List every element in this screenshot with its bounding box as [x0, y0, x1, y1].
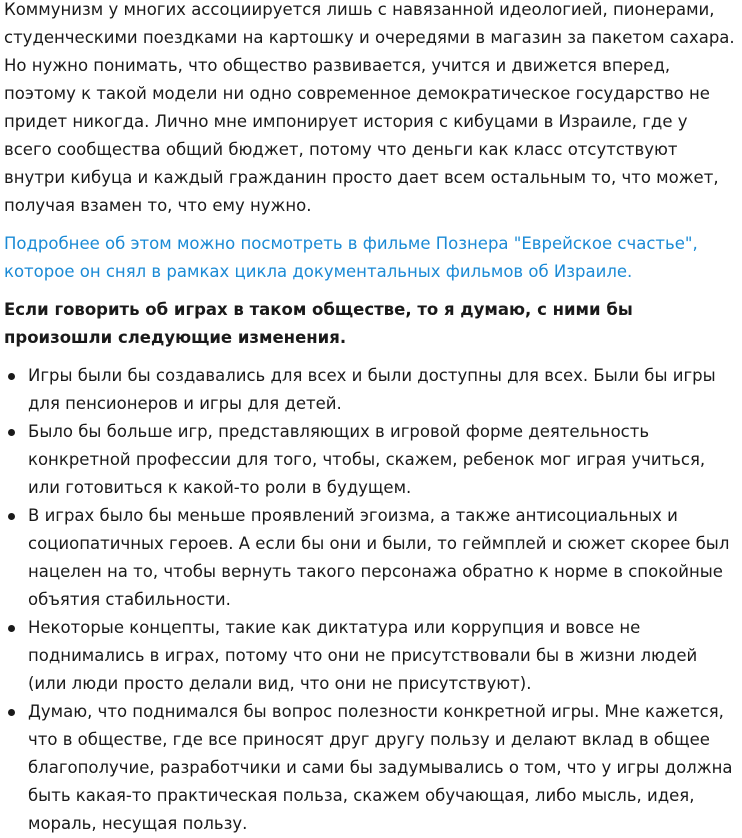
bullet-icon: [8, 373, 15, 380]
list-item-text: Было бы больше игр, представляющих в игровой форме деятельность конкретной профессии для того, чтобы, скажем, ребенок мог играя учиться, или готовиться к какой-то роли в будущем.: [28, 422, 706, 497]
list-item: [4, 614, 738, 698]
list-item-text: В играх было бы меньше проявлений эгоизма, а также антисоциальных и социопатичных героев. А если бы они и были, то геймплей и сюжет скорее был нацелен на то, чтобы вернуть такого персонажа обратно к норме в спокойные объятия стабильности.: [28, 506, 730, 609]
list-item-text: Некоторые концепты, такие как диктатура или коррупция и вовсе не поднимались в играх, потому что они не присутствовали бы в жизни людей (или люди просто делали вид, что они не присутствуют).: [28, 618, 698, 693]
film-reference-link[interactable]: Подробнее об этом можно посмотреть в фильме Познера "Еврейское счастье", которое он снял в рамках цикла документальных фильмов об Израиле.: [4, 234, 698, 281]
bullet-icon: [8, 513, 15, 520]
list-item: [4, 418, 738, 502]
section-heading: Если говорить об играх в таком обществе, то я думаю, с ними бы произошли следующие изменения.: [4, 300, 633, 347]
bullet-icon: [8, 709, 15, 716]
list-item-text: Игры были бы создавались для всех и были доступны для всех. Были бы игры для пенсионеров и игры для детей.: [28, 366, 716, 413]
changes-list: [4, 362, 738, 838]
bullet-icon: [8, 625, 15, 632]
bullet-icon: [8, 429, 15, 436]
intro-paragraph: Коммунизм у многих ассоциируется лишь с навязанной идеологией, пионерами, студенческими поездками на картошку и очередями в магазин за пакетом сахара. Но нужно понимать, что общество развивается, учится и движется вперед, поэтому к такой модели ни одно современное демократическое государство не придет никогда. Лично мне импонирует история с кибуцами в Израиле, где у всего сообщества общий бюджет, потому что деньги как класс отсутствуют внутри кибуца и каждый гражданин просто дает всем остальным то, что может, получая взамен то, что ему нужно.: [4, 0, 735, 215]
list-item-text: Думаю, что поднимался бы вопрос полезности конкретной игры. Мне кажется, что в обществе, где все приносят друг другу пользу и делают вклад в общее благополучие, разработчики и сами бы задумывались о том, что у игры должна быть какая-то практическая польза, скажем обучающая, либо мысль, идея, мораль, несущая пользу.: [28, 702, 733, 833]
list-item: [4, 502, 738, 614]
list-item: [4, 698, 738, 838]
list-item: [4, 362, 738, 418]
